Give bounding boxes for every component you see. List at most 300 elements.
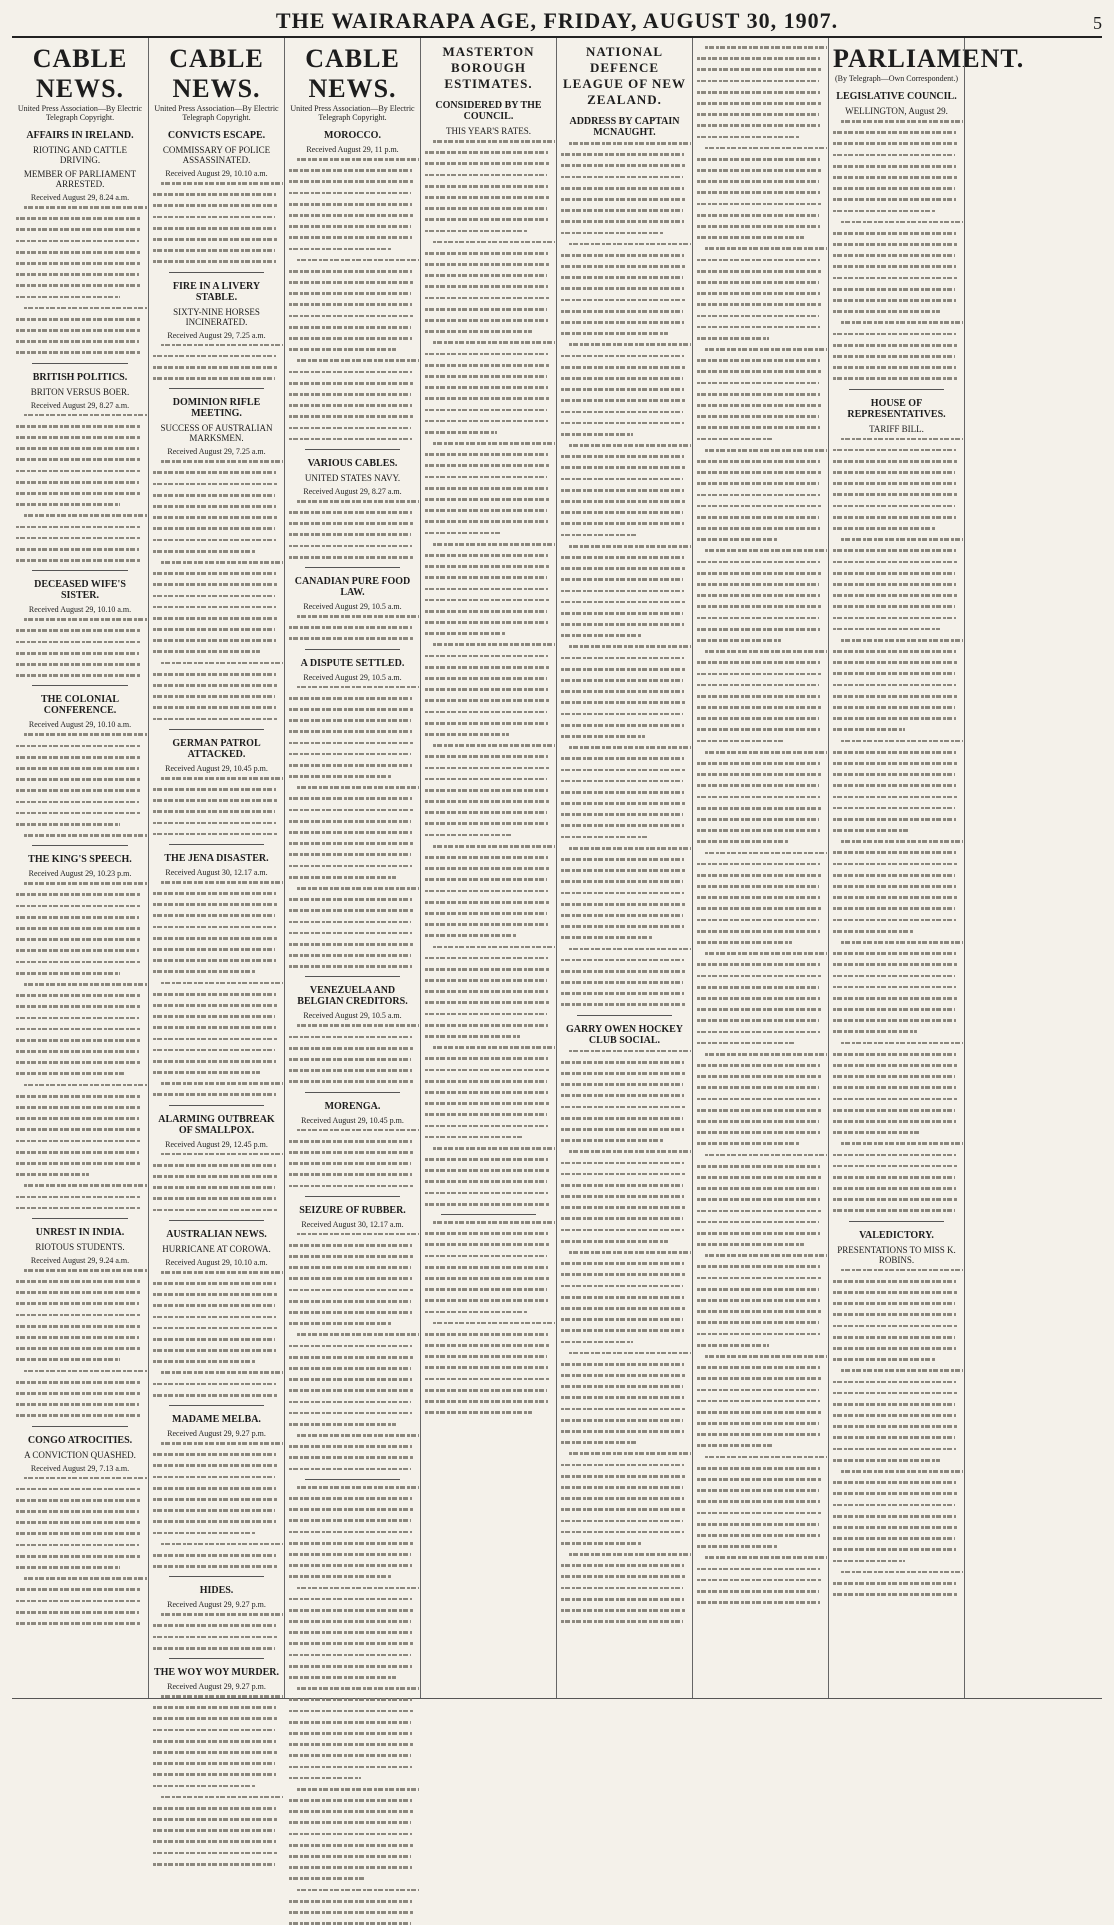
text-line [153, 1293, 277, 1296]
text-line [561, 198, 685, 201]
text-line [705, 650, 827, 653]
text-line [697, 762, 820, 765]
text-line [697, 281, 819, 284]
text-line [697, 1031, 820, 1034]
text-line [425, 487, 548, 490]
text-line [569, 243, 691, 246]
text-line [697, 840, 788, 843]
text-line [297, 1233, 419, 1236]
text-line [16, 663, 140, 666]
text-line [289, 1531, 412, 1534]
text-line [697, 1333, 820, 1336]
text-line [153, 948, 275, 951]
text-line [833, 829, 909, 832]
text-line [561, 1408, 685, 1411]
text-line [297, 887, 419, 890]
text-line [289, 1423, 396, 1426]
text-line [697, 191, 820, 194]
section-rule [32, 845, 128, 846]
text-line [425, 330, 532, 333]
text-line [425, 778, 547, 781]
text-line [561, 1564, 684, 1567]
text-line [153, 1498, 277, 1501]
text-line [841, 840, 963, 843]
text-line [561, 1117, 683, 1120]
article-subheading: MEMBER OF PARLIAMENT ARRESTED. [23, 169, 137, 189]
masthead [12, 8, 1102, 38]
text-line [569, 645, 691, 648]
text-line [705, 46, 827, 49]
text-line [16, 228, 141, 231]
section-rule [169, 1658, 264, 1659]
section-rule [32, 685, 128, 686]
text-line [16, 1128, 140, 1131]
text-line [289, 1654, 411, 1657]
text-line [697, 214, 819, 217]
text-line [16, 447, 139, 450]
text-line [16, 938, 141, 941]
text-line [289, 1322, 392, 1325]
text-line [561, 970, 685, 973]
text-line [561, 466, 685, 469]
text-line [697, 337, 769, 340]
text-line [289, 1311, 412, 1314]
text-line [153, 1487, 276, 1490]
text-line [425, 1001, 549, 1004]
text-line [833, 963, 957, 966]
text-line [289, 214, 413, 217]
text-line [561, 232, 664, 235]
text-line [153, 1383, 276, 1386]
text-line [289, 1642, 413, 1645]
text-line [16, 1381, 140, 1384]
article-body [153, 1613, 280, 1649]
article-heading: GARRY OWEN HOCKEY CLUB SOCIAL. [565, 1023, 684, 1046]
text-line [833, 355, 955, 358]
text-line [16, 503, 120, 506]
text-line [833, 952, 956, 955]
article-body [153, 344, 280, 380]
text-line [697, 68, 821, 71]
text-line [153, 1349, 276, 1352]
text-line [833, 243, 957, 246]
text-line [561, 1184, 683, 1187]
text-line [833, 1347, 956, 1350]
text-line [425, 923, 548, 926]
text-line [289, 775, 392, 778]
article-body [833, 1269, 960, 1596]
article-body [153, 881, 280, 1096]
text-line [833, 1548, 956, 1551]
text-line [697, 963, 820, 966]
text-line [561, 332, 668, 335]
text-line [16, 1622, 140, 1625]
text-line [561, 724, 684, 727]
text-line [425, 1136, 524, 1139]
text-line [16, 1291, 141, 1294]
text-line [705, 852, 827, 855]
text-line [561, 287, 684, 290]
text-line [16, 240, 139, 243]
text-line [833, 684, 956, 687]
text-line [24, 882, 147, 885]
article-heading: MOROCCO. [324, 130, 381, 141]
text-line [697, 1165, 820, 1168]
article-body [561, 1050, 688, 1623]
text-line [425, 1102, 549, 1105]
text-line [697, 527, 820, 530]
text-line [425, 230, 528, 233]
text-line [561, 511, 683, 514]
article-body [289, 1486, 416, 1925]
text-line [569, 1150, 691, 1153]
text-line [289, 1389, 413, 1392]
text-line [697, 471, 821, 474]
text-line [697, 136, 800, 139]
text-line [16, 1521, 140, 1524]
text-line [425, 1091, 548, 1094]
text-line [833, 874, 955, 877]
article-heading: ADDRESS BY CAPTAIN MCNAUGHT. [569, 116, 680, 138]
text-line [425, 1013, 547, 1016]
article-body [289, 615, 416, 640]
text-line [153, 539, 276, 542]
text-line [561, 981, 683, 984]
text-line [697, 91, 820, 94]
text-line [433, 643, 555, 646]
article-heading: MORENGA. [324, 1100, 381, 1112]
text-line [697, 1086, 819, 1089]
article-body [153, 460, 280, 720]
text-line [289, 1810, 413, 1813]
text-line [16, 789, 141, 792]
text-line [697, 1500, 820, 1503]
text-line [833, 377, 957, 380]
text-line [697, 784, 819, 787]
text-line [833, 516, 956, 519]
section-rule [305, 1196, 400, 1197]
text-line [289, 1777, 361, 1780]
text-line [16, 1106, 141, 1109]
text-line [561, 220, 684, 223]
dateline: Received August 29, 10.5 a.m. [303, 1011, 402, 1021]
text-line [289, 533, 411, 536]
text-line [425, 912, 547, 915]
text-line [153, 1327, 277, 1330]
text-line [425, 979, 547, 982]
text-line [425, 1192, 548, 1195]
text-line [561, 209, 683, 212]
text-line [697, 415, 819, 418]
text-line [561, 1486, 683, 1489]
text-line [833, 165, 956, 168]
text-line [289, 1173, 412, 1176]
text-line [697, 1277, 821, 1280]
text-line [153, 959, 276, 962]
text-line [425, 867, 549, 870]
text-line [24, 1577, 147, 1580]
article-subheading: COMMISSARY OF POLICE ASSASSINATED. [162, 145, 271, 165]
text-line [289, 1036, 412, 1039]
text-line [153, 937, 277, 940]
text-line [153, 606, 276, 609]
text-line [561, 1173, 685, 1176]
text-line [841, 120, 963, 123]
text-line [697, 661, 820, 664]
text-line [289, 820, 411, 823]
text-line [697, 807, 821, 810]
text-line [561, 1374, 685, 1377]
text-line [16, 284, 140, 287]
text-line [697, 1288, 819, 1291]
columns [12, 38, 1102, 1699]
text-line [833, 198, 956, 201]
text-line [433, 442, 555, 445]
article-subheading: BRITON VERSUS BOER. [30, 386, 130, 397]
text-line [289, 225, 411, 228]
text-line [697, 740, 785, 743]
text-line [697, 158, 820, 161]
text-line [425, 576, 547, 579]
article-subheading: A CONVICTION QUASHED. [24, 1449, 136, 1460]
text-line [289, 898, 412, 901]
text-line [561, 959, 684, 962]
text-line [841, 1042, 963, 1045]
text-line [24, 834, 147, 837]
text-line [153, 1476, 275, 1479]
text-line [833, 919, 956, 922]
text-line [289, 1378, 412, 1381]
text-line [697, 829, 820, 832]
text-line [16, 1392, 141, 1395]
text-line [697, 594, 820, 597]
text-line [153, 260, 276, 263]
dateline: Received August 29, 10.5 a.m. [303, 602, 402, 611]
text-line [289, 415, 413, 418]
text-line [697, 1109, 821, 1112]
text-line [561, 1217, 683, 1220]
text-line [153, 1807, 276, 1810]
text-line [297, 1687, 419, 1690]
text-line [561, 355, 684, 358]
text-line [161, 777, 283, 780]
text-line [289, 404, 412, 407]
text-line [289, 626, 412, 629]
column-byline: United Press Association—By Electric Telegraph Copyright. [17, 104, 143, 122]
text-line [24, 1084, 147, 1087]
text-line [425, 957, 548, 960]
dateline: Received August 29, 10.45 p.m. [165, 763, 268, 773]
text-line [561, 690, 684, 693]
text-line [833, 482, 956, 485]
text-line [833, 1165, 957, 1168]
text-line [425, 901, 549, 904]
text-line [16, 1151, 139, 1154]
text-line [561, 657, 684, 660]
text-line [561, 1441, 637, 1444]
text-line [425, 711, 547, 714]
section-rule [305, 1092, 400, 1093]
text-line [433, 1046, 555, 1049]
article-body [425, 1221, 552, 1414]
text-line [153, 550, 256, 553]
text-line [833, 1280, 956, 1283]
text-line [289, 1151, 413, 1154]
text-line [561, 1128, 684, 1131]
article-heading: SEIZURE OF RUBBER. [299, 1204, 406, 1216]
text-line [16, 641, 141, 644]
text-line [153, 926, 276, 929]
text-line [833, 1459, 940, 1462]
text-line [561, 590, 684, 593]
text-line [153, 1636, 277, 1639]
text-line [16, 949, 139, 952]
text-line [153, 505, 276, 508]
text-line [153, 684, 277, 687]
text-line [153, 483, 277, 486]
article-body [16, 414, 144, 562]
text-line [425, 1180, 547, 1183]
text-line [833, 1481, 956, 1484]
text-line [697, 930, 820, 933]
text-line [433, 341, 555, 344]
text-line [153, 1751, 277, 1754]
text-line [833, 818, 956, 821]
text-line [289, 326, 411, 329]
column-byline: United Press Association—By Electric Telegraph Copyright. [290, 104, 415, 122]
text-line [425, 554, 548, 557]
text-line [16, 1488, 140, 1491]
text-line [16, 652, 139, 655]
text-line [425, 699, 549, 702]
text-line [697, 1198, 820, 1201]
text-line [697, 684, 819, 687]
text-line [16, 481, 139, 484]
text-line [561, 612, 683, 615]
text-line [153, 1453, 276, 1456]
text-line [425, 811, 547, 814]
text-line [697, 460, 820, 463]
text-line [561, 321, 684, 324]
text-line [561, 1497, 684, 1500]
text-line [16, 1207, 141, 1210]
text-line [153, 366, 277, 369]
text-line [16, 1095, 140, 1098]
text-line [297, 1788, 419, 1791]
text-line [697, 1075, 821, 1078]
text-line [297, 1434, 419, 1437]
text-line [425, 252, 548, 255]
text-line [153, 516, 277, 519]
text-line [153, 1175, 277, 1178]
text-line [833, 142, 957, 145]
text-line [561, 399, 685, 402]
text-line [833, 863, 957, 866]
text-line [561, 634, 641, 637]
text-line [289, 719, 411, 722]
text-line [697, 572, 821, 575]
text-line [697, 1568, 820, 1571]
text-line [561, 187, 684, 190]
text-line [289, 1665, 412, 1668]
text-line [153, 617, 277, 620]
text-line [289, 1553, 411, 1556]
text-line [289, 1609, 413, 1612]
text-line [289, 382, 413, 385]
section-rule [32, 1218, 128, 1219]
text-line [16, 1555, 140, 1558]
text-line [153, 706, 276, 709]
text-line [561, 422, 684, 425]
text-line [561, 1072, 685, 1075]
text-line [697, 236, 804, 239]
article-body [153, 1271, 280, 1397]
text-line [153, 471, 276, 474]
text-line [289, 1821, 411, 1824]
dateline: Received August 29, 9.27 p.m. [167, 1600, 266, 1610]
text-line [289, 236, 412, 239]
text-line [697, 1523, 819, 1526]
section-rule [305, 649, 400, 650]
text-line [161, 1271, 283, 1274]
text-line [289, 1676, 396, 1679]
article-heading: LEGISLATIVE COUNCIL. [836, 91, 957, 102]
section-rule [441, 1214, 536, 1215]
text-line [153, 1740, 276, 1743]
text-line [697, 1422, 819, 1425]
article-heading: DECEASED WIFE'S SISTER. [34, 579, 126, 602]
text-line [289, 1456, 413, 1459]
text-line [697, 1232, 820, 1235]
text-line [16, 273, 139, 276]
text-line [561, 1396, 684, 1399]
text-line [833, 299, 956, 302]
text-line [561, 176, 683, 179]
article-body [289, 686, 416, 968]
text-line [153, 572, 276, 575]
text-line [561, 1475, 685, 1478]
text-line [425, 151, 548, 154]
text-line [425, 162, 549, 165]
column-banner: CABLE NEWS. [305, 44, 400, 103]
text-line [16, 1280, 140, 1283]
text-line [425, 409, 547, 412]
text-line [425, 733, 509, 736]
text-line [561, 1341, 633, 1344]
text-line [16, 1347, 140, 1350]
section-rule [305, 976, 400, 977]
article-subheading: RIOTING AND CATTLE DRIVING. [33, 145, 127, 165]
article-subheading: WELLINGTON, August 29. [845, 106, 948, 116]
section-rule [32, 570, 128, 571]
text-line [561, 1587, 683, 1590]
text-line [833, 1593, 957, 1596]
text-line [833, 1425, 957, 1428]
text-line [16, 537, 141, 540]
text-line [697, 1321, 819, 1324]
text-line [297, 1129, 419, 1132]
column-banner: MASTERTON BOROUGH ESTIMATES. [442, 44, 535, 91]
article-body [561, 142, 688, 1006]
text-line [561, 601, 685, 604]
text-line [697, 516, 819, 519]
text-line [833, 493, 957, 496]
text-line [425, 1266, 548, 1269]
text-line [705, 952, 827, 955]
dateline: Received August 29, 8.27 a.m. [303, 486, 402, 496]
text-line [833, 807, 955, 810]
text-line [697, 796, 820, 799]
